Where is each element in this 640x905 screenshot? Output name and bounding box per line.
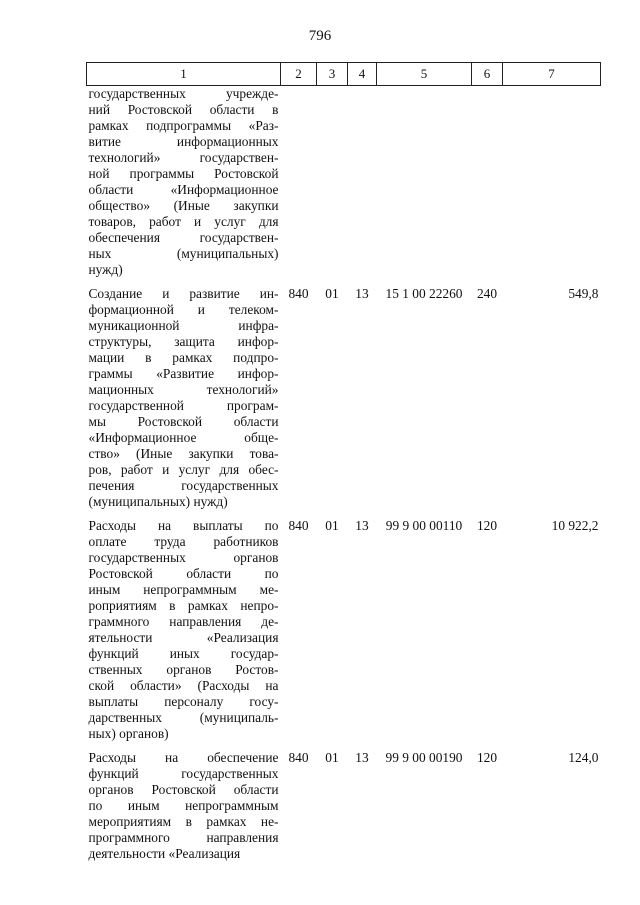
- cell-target-article: 99 9 00 00190: [385, 750, 463, 765]
- description-line: государственной програм-: [88, 398, 279, 413]
- cell-amount: 124,0: [568, 750, 599, 765]
- description-line: ной программы Ростовской: [88, 166, 279, 181]
- header-cell: 1: [87, 63, 281, 86]
- description-line: ской области» (Расходы на: [88, 678, 279, 693]
- row-description: [87, 86, 281, 279]
- budget-table: [86, 62, 601, 862]
- description-line: витие информационных: [88, 134, 279, 149]
- description-line: ных) органов): [88, 726, 169, 741]
- cell-chapter: 840: [288, 518, 309, 533]
- description-line: рамках подпрограммы «Раз-: [88, 118, 279, 133]
- description-line: иным непрограммным ме-: [88, 582, 279, 597]
- row-description: [87, 278, 281, 510]
- cell-target-article: [377, 86, 472, 279]
- cell-chapter: [281, 86, 317, 279]
- cell-target-article: 99 9 00 00110: [385, 518, 463, 533]
- cell-subsection: [348, 86, 377, 279]
- description-line: муникационной инфра-: [88, 318, 279, 333]
- row-description: [87, 742, 281, 862]
- description-line: товаров, работ и услуг для: [88, 214, 279, 229]
- cell-section: [317, 86, 348, 279]
- cell-expense-type: [472, 86, 503, 279]
- header-cell: 3: [317, 63, 348, 86]
- description-line: технологий» государствен-: [88, 150, 279, 165]
- cell-chapter: 840: [288, 750, 309, 765]
- cell-amount: 10 922,2: [551, 518, 599, 533]
- description-line: мации в рамках подпро-: [88, 350, 279, 365]
- header-cell: 4: [348, 63, 377, 86]
- cell-subsection: 13: [355, 750, 369, 765]
- description-line: структуры, защита инфор-: [88, 334, 279, 349]
- cell-section: 01: [325, 518, 339, 533]
- description-line: общество» (Иные закупки: [88, 198, 279, 213]
- description-line: по иным непрограммным: [88, 798, 279, 813]
- description-line: ний Ростовской области в: [88, 102, 279, 117]
- header-cell: 5: [377, 63, 472, 86]
- cell-amount: 549,8: [568, 286, 599, 301]
- cell-subsection: 13: [355, 518, 369, 533]
- cell-expense-type: 240: [476, 286, 498, 301]
- table-row: [87, 278, 601, 510]
- description-line: ных (муниципальных): [88, 246, 279, 261]
- description-line: формационной и телеком-: [88, 302, 279, 317]
- description-line: государственных учрежде-: [88, 86, 279, 101]
- table-row: [87, 86, 601, 279]
- description-line: обеспечения государствен-: [88, 230, 279, 245]
- description-line: деятельности «Реализация: [88, 846, 241, 861]
- cell-subsection: 13: [355, 286, 369, 301]
- row-description: [87, 510, 281, 742]
- cell-section: 01: [325, 750, 339, 765]
- description-line: мероприятиям в рамках не-: [88, 814, 279, 829]
- page-number: 796: [308, 28, 332, 44]
- header-cell: 2: [281, 63, 317, 86]
- description-line: области «Информационное: [88, 182, 279, 197]
- header-cell: 7: [503, 63, 601, 86]
- cell-section: 01: [325, 286, 339, 301]
- description-line: ров, работ и услуг для обес-: [88, 462, 279, 477]
- description-line: печения государственных: [88, 478, 279, 493]
- description-line: (муниципальных) нужд): [88, 494, 228, 509]
- description-line: нужд): [88, 262, 123, 277]
- description-line: Создание и развитие ин-: [88, 286, 279, 301]
- description-line: Расходы на выплаты по: [88, 518, 279, 533]
- description-line: функций иных государ-: [88, 646, 279, 661]
- cell-expense-type: 120: [476, 750, 498, 765]
- table-header-row: [87, 63, 601, 86]
- description-line: граммного направления де-: [88, 614, 279, 629]
- header-cell: 6: [472, 63, 503, 86]
- description-line: Расходы на обеспечение: [88, 750, 279, 765]
- description-line: функций государственных: [88, 766, 279, 781]
- description-line: программного направления: [88, 830, 279, 845]
- table-row: [87, 742, 601, 862]
- cell-expense-type: 120: [476, 518, 498, 533]
- description-line: оплате труда работников: [88, 534, 279, 549]
- description-line: Ростовской области по: [88, 566, 279, 581]
- table-row: [87, 510, 601, 742]
- description-line: граммы «Развитие инфор-: [88, 366, 279, 381]
- cell-amount: [503, 86, 601, 279]
- description-line: ятельности «Реализация: [88, 630, 279, 645]
- cell-chapter: 840: [288, 286, 309, 301]
- description-line: ство» (Иные закупки това-: [88, 446, 279, 461]
- description-line: роприятиям в рамках непро-: [88, 598, 279, 613]
- description-line: «Информационное обще-: [88, 430, 279, 445]
- description-line: органов Ростовской области: [88, 782, 279, 797]
- description-line: ственных органов Ростов-: [88, 662, 279, 677]
- description-line: выплаты персоналу госу-: [88, 694, 279, 709]
- description-line: дарственных (муниципаль-: [88, 710, 279, 725]
- description-line: мационных технологий»: [88, 382, 279, 397]
- description-line: государственных органов: [88, 550, 279, 565]
- cell-target-article: 15 1 00 22260: [385, 286, 463, 301]
- table-body: [87, 86, 601, 863]
- description-line: мы Ростовской области: [88, 414, 279, 429]
